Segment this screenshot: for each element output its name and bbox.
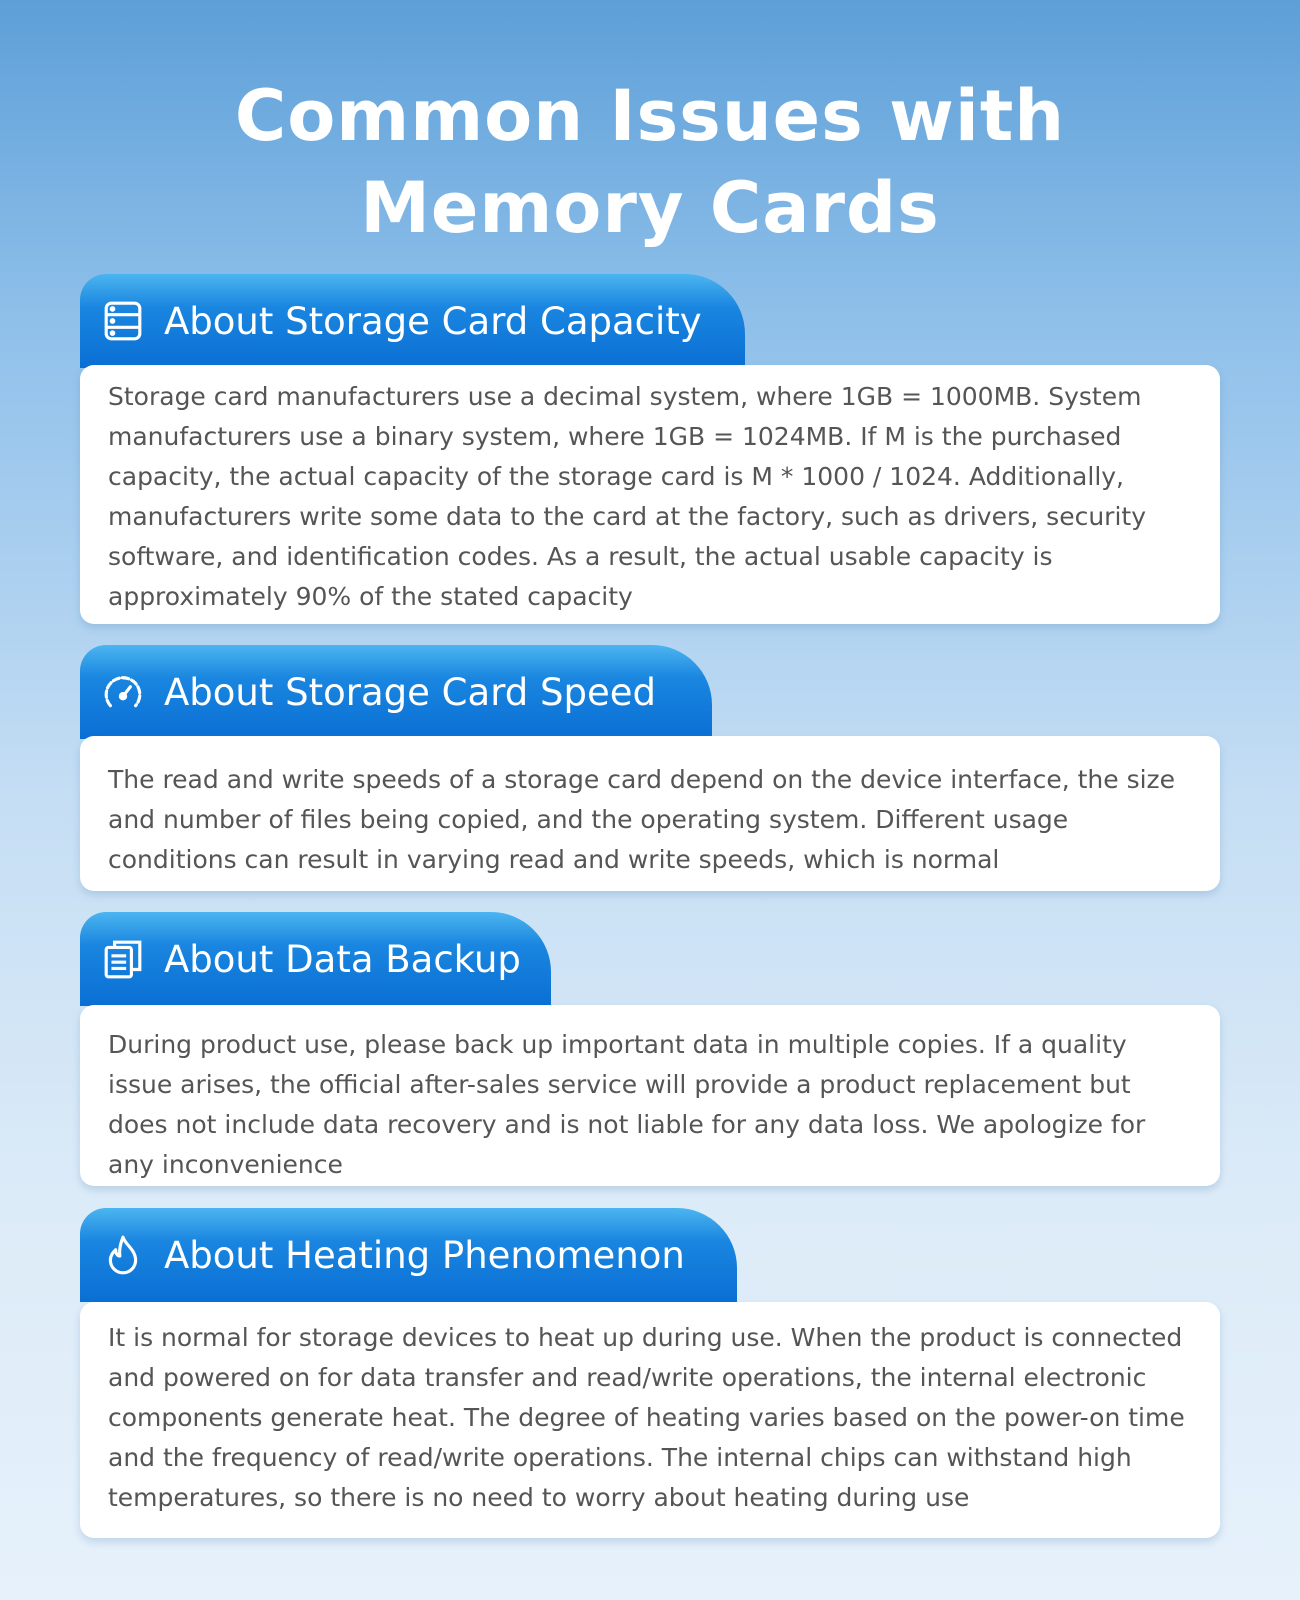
storage-icon [102, 300, 144, 342]
section-header-capacity [80, 274, 745, 368]
flame-icon [102, 1234, 144, 1276]
section-body-heating: It is normal for storage devices to heat up during use. When the product is connected and powered on for data transfer and read/write operations, the internal electronic components generate heat. The degree of heating varies based on the power-on time and the frequency of read/write operations. The internal chips can withstand high temperatures, so there is no need to worry about heating during use [80, 1302, 1220, 1538]
section-body-backup: During product use, please back up important data in multiple copies. If a quality issue arises, the official after-sales service will provide a product replacement but does not include data recovery and is not liable for any data loss. We apologize for any inconvenience [80, 1005, 1220, 1186]
section-header-speed [80, 645, 712, 739]
title-line-2: Memory Cards [360, 167, 940, 249]
section-body-speed: The read and write speeds of a storage card depend on the device interface, the size and number of files being copied, and the operating system. Different usage conditions can result in varying read and write speeds, which is normal [80, 736, 1220, 891]
speedometer-icon [102, 671, 144, 713]
title-line-1: Common Issues with [234, 75, 1066, 157]
section-heading: About Storage Card Speed [164, 670, 656, 714]
section-heading: About Data Backup [164, 937, 521, 981]
section-body-capacity: Storage card manufacturers use a decimal system, where 1GB = 1000MB. System manufacturers use a binary system, where 1GB = 1024MB. If M is the purchased capacity, the actual capacity of the storage card is M * 1000 / 1024. Additionally, manufacturers write some data to the card at the factory, such as drivers, security software, and identification codes. As a result, the actual usable capacity is approximately 90% of the stated capacity [80, 365, 1220, 624]
documents-icon [102, 938, 144, 980]
section-header-heating [80, 1208, 737, 1302]
page-title [0, 70, 1300, 254]
section-heading: About Heating Phenomenon [164, 1233, 685, 1277]
section-heading: About Storage Card Capacity [164, 299, 702, 343]
section-header-backup [80, 912, 551, 1006]
